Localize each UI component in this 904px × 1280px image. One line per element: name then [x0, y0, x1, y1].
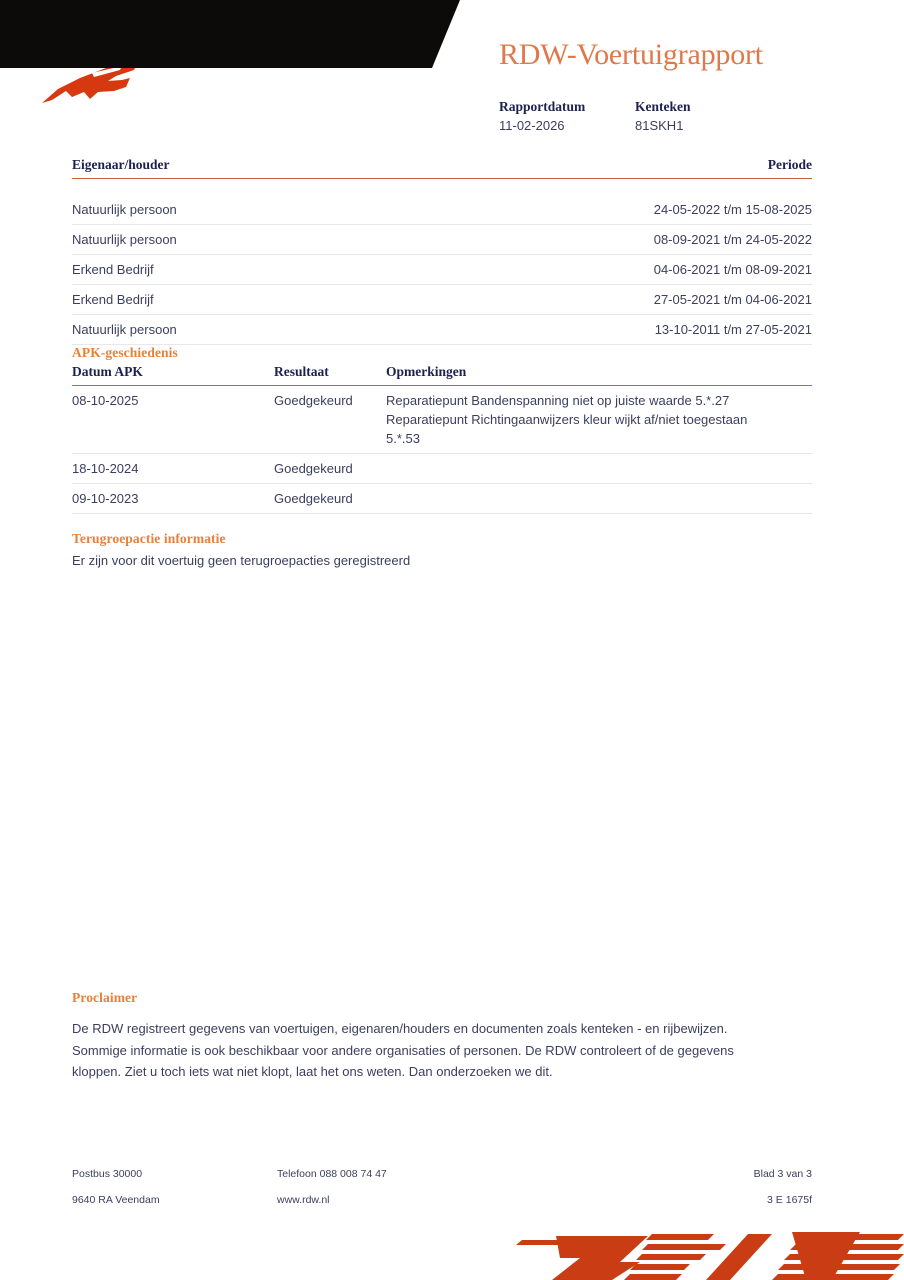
column-header-period: Periode — [492, 157, 812, 179]
apk-result: Goedgekeurd — [274, 454, 386, 484]
apk-remark-line: Reparatiepunt Bandenspanning niet op juiste waarde 5.*.27 — [386, 393, 730, 408]
owner-period: 24-05-2022 t/m 15-08-2025 — [492, 195, 812, 225]
table-spacer — [72, 179, 812, 196]
footer-row — [72, 1194, 812, 1220]
column-header-apk-result: Resultaat — [274, 364, 386, 386]
owner-period: 13-10-2011 t/m 27-05-2021 — [492, 315, 812, 345]
recall-section-text: Er zijn voor dit voertuig geen terugroepacties geregistreerd — [72, 553, 411, 568]
apk-section-heading: APK-geschiedenis — [72, 345, 178, 360]
table-row — [72, 484, 812, 514]
licence-value: 81SKH1 — [635, 118, 684, 133]
recall-section — [72, 531, 812, 571]
apk-remarks — [386, 484, 812, 514]
table-row — [72, 454, 812, 484]
speed-stripes-graphic — [500, 1222, 904, 1280]
table-row — [72, 195, 812, 225]
apk-date: 09-10-2023 — [72, 484, 274, 514]
licence-label: Kenteken — [635, 99, 691, 114]
table-row — [72, 315, 812, 345]
page-title: RDW-Voertuigrapport — [499, 38, 763, 71]
owner-table-body — [72, 179, 812, 345]
apk-table-body — [72, 386, 812, 514]
owner-period: 08-09-2021 t/m 24-05-2022 — [492, 225, 812, 255]
table-row — [72, 255, 812, 285]
apk-table — [72, 364, 812, 514]
column-header-apk-date: Datum APK — [72, 364, 274, 386]
apk-result: Goedgekeurd — [274, 386, 386, 454]
footer-doc-code: 3 E 1675f — [767, 1194, 812, 1206]
table-row — [72, 225, 812, 255]
apk-section — [72, 345, 812, 514]
footer-city: 9640 RA Veendam — [72, 1194, 160, 1206]
table-header-row — [72, 364, 812, 386]
report-date-value: 11-02-2026 — [499, 118, 565, 133]
owner-name: Natuurlijk persoon — [72, 195, 492, 225]
footer-postbus: Postbus 30000 — [72, 1168, 143, 1180]
owner-section — [72, 157, 812, 345]
owner-period: 27-05-2021 t/m 04-06-2021 — [492, 285, 812, 315]
footer-row — [72, 1168, 812, 1194]
proclaimer-heading: Proclaimer — [72, 990, 138, 1005]
page-footer — [72, 1168, 812, 1220]
footer-page-label: Blad 3 van 3 — [753, 1168, 812, 1180]
apk-date: 08-10-2025 — [72, 386, 274, 454]
report-meta — [499, 97, 829, 136]
column-header-owner: Eigenaar/houder — [72, 157, 492, 179]
owner-name: Erkend Bedrijf — [72, 285, 492, 315]
table-row — [72, 386, 812, 454]
recall-section-heading: Terugroepactie informatie — [72, 531, 226, 546]
apk-remarks — [386, 454, 812, 484]
apk-date: 18-10-2024 — [72, 454, 274, 484]
proclaimer-text: De RDW registreert gegevens van voertuigen, eigenaren/houders en documenten zoals kenteken - en rijbewijzen. Sommige informatie is ook beschikbaar voor andere organisaties of personen. De RDW controleert of de gegevens kloppen. Ziet u toch iets wat niet klopt, laat het ons weten. Dan onderzoeken we dit. — [72, 1021, 734, 1079]
owner-period: 04-06-2021 t/m 08-09-2021 — [492, 255, 812, 285]
licence-block — [635, 97, 691, 136]
proclaimer-section — [72, 990, 812, 1083]
table-row — [72, 285, 812, 315]
report-date-label: Rapportdatum — [499, 99, 586, 114]
apk-remark-line: 5.*.53 — [386, 431, 420, 446]
footer-website[interactable]: www.rdw.nl — [277, 1194, 330, 1206]
brand-banner — [0, 0, 460, 68]
apk-result: Goedgekeurd — [274, 484, 386, 514]
owner-table — [72, 157, 812, 345]
column-header-apk-remarks: Opmerkingen — [386, 364, 812, 386]
owner-name: Natuurlijk persoon — [72, 225, 492, 255]
footer-phone: Telefoon 088 008 74 47 — [277, 1168, 387, 1180]
report-date-block — [499, 97, 635, 136]
table-header-row — [72, 157, 812, 179]
owner-name: Erkend Bedrijf — [72, 255, 492, 285]
apk-remark-line: Reparatiepunt Richtingaanwijzers kleur wijkt af/niet toegestaan — [386, 412, 748, 427]
owner-name: Natuurlijk persoon — [72, 315, 492, 345]
apk-remarks — [386, 386, 812, 454]
